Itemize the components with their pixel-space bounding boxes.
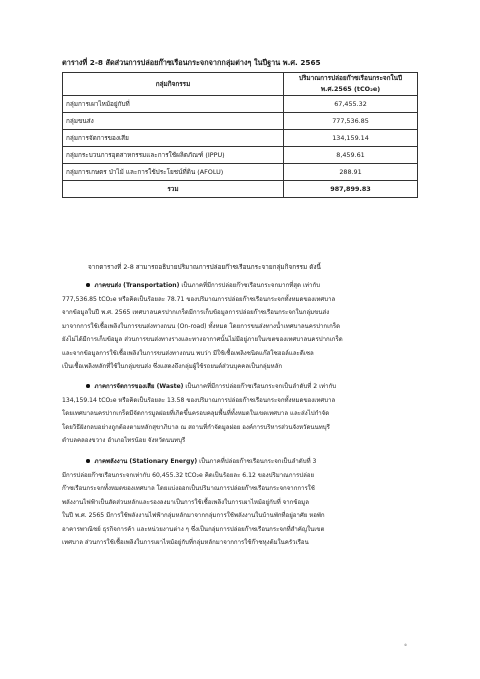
row-value: 288.91 [284, 164, 418, 181]
section-first-line [62, 380, 422, 394]
row-value: 134,159.14 [284, 130, 418, 147]
row-label: กลุ่มการเกษตร ป่าไม้ และการใช้ประโยชน์ที่ดิน (AFOLU) [63, 164, 284, 181]
section-transportation [62, 279, 422, 374]
table-row [63, 147, 418, 164]
paragraph-line: 777,536.85 tCO₂e หรือคิดเป็นร้อยละ 78.71 ของปริมาณการปล่อยก๊าซเรือนกระจกทั้งหมดของเทศบาล [62, 295, 336, 303]
paragraph-line: ก๊าซเรือนกระจกทั้งหมดของเทศบาล โดยแบ่งออกเป็นปริมาณการปล่อยก๊าซเรือนกระจกจากการใช้ [62, 485, 315, 492]
paragraph-line: พลังงานไฟฟ้าเป็นสัดส่วนหลักและรองลงมาเป็นการใช้เชื้อเพลิงในการเผาไหม้อยู่กับที่ จากข้อมูล [62, 498, 309, 506]
paragraph-line: อาคารพาณิชย์ ธุรกิจการค้า และหน่วยงานต่าง ๆ ซึ่งเป็นกลุ่มการปล่อยก๊าซเรือนกระจกที่สำคัญในเขต [62, 525, 325, 533]
section-waste [62, 380, 422, 448]
paragraph-line: ยังไม่ได้มีการเก็บข้อมูล ส่วนการขนส่งทางรางและทางอากาศนั้นไม่มีอยู่ภายในเขตของเทศบาลนครปากเกร็ด [62, 336, 343, 343]
page-number: ๑ [404, 642, 408, 648]
table-row [63, 130, 418, 147]
paragraph-line: จากข้อมูลในปี พ.ศ. 2565 เทศบาลนครปากเกร็ดมีการเก็บข้อมูลการปล่อยก๊าซเรือนกระจกในกลุ่มขนส่ง [62, 309, 330, 316]
paragraph-line: เป็นภาคที่มีการปล่อยก๊าซเรือนกระจกมากที่สุด เท่ากับ [181, 282, 321, 289]
paragraph-line: เทศบาล ส่วนการใช้เชื้อเพลิงในการเผาไหม้อยู่กับที่กลุ่มหลักมาจากการใช้ก๊าซหุงต้มในครัวเรือน [62, 539, 309, 546]
paragraph-line: มีการปล่อยก๊าซเรือนกระจกเท่ากับ 60,455.32 tCO₂e คิดเป็นร้อยละ 6.12 ของปริมาณการปล่อย [62, 471, 315, 479]
row-value: 67,455.32 [284, 96, 418, 113]
paragraph-line: 134,159.14 tCO₂e หรือคิดเป็นร้อยละ 13.58 ของปริมาณการปล่อยก๊าซเรือนกระจกทั้งหมดของเทศบาล [62, 396, 336, 404]
header-emissions [284, 73, 418, 96]
paragraph-line: เป็นภาคที่ปล่อยก๊าซเรือนกระจกเป็นลำดับที่ 3 [199, 458, 317, 465]
table-row [63, 164, 418, 181]
row-label: กลุ่มกระบวนการอุตสาหกรรมและการใช้ผลิตภัณฑ์ (IPPU) [63, 147, 284, 164]
row-label: กลุ่มการเผาไหม้อยู่กับที่ [63, 96, 284, 113]
bullet-icon [86, 384, 90, 388]
header-emissions-line2: พ.ศ.2565 (tCO₂e) [320, 85, 381, 93]
row-value: 777,536.85 [284, 113, 418, 130]
intro-text: จากตารางที่ 2-8 สามารถอธิบายปริมาณการปล่อยก๊าซเรือนกระจายกลุ่มกิจกรรม ดังนี้ [88, 263, 321, 271]
header-activity-group: กลุ่มกิจกรรม [63, 73, 284, 96]
section-first-line [62, 455, 422, 469]
section-stationary-energy [62, 455, 422, 550]
bullet-icon [86, 283, 90, 287]
paragraph-line: โดยวิธีฝังกลบอย่างถูกต้องตามหลักสุขาภิบาล ณ สถานที่กำจัดมูลฝอย องค์การบริหารส่วนจังหวัดนนทบุรี [62, 423, 330, 431]
paragraph-line: เป็นภาคที่มีการปล่อยก๊าซเรือนกระจกเป็นลำดับที่ 2 เท่ากับ [185, 383, 337, 390]
table-row [63, 113, 418, 130]
section-heading: ภาคการจัดการของเสีย (Waste) [94, 383, 184, 390]
paragraph-line: เป็นเชื้อเพลิงหลักที่ใช้ในกลุ่มขนส่ง ซึ่งแสดงถึงกลุ่มผู้ใช้รถยนต์ส่วนบุคคลเป็นกลุ่มหลัก [62, 363, 283, 370]
section-first-line [62, 279, 422, 293]
row-label: กลุ่มขนส่ง [63, 113, 284, 130]
table-total-row [63, 181, 418, 198]
row-label: กลุ่มการจัดการของเสีย [63, 130, 284, 147]
table-caption: ตารางที่ 2-8 สัดส่วนการปล่อยก๊าซเรือนกระจกจากกลุ่มต่างๆ ในปีฐาน พ.ศ. 2565 [62, 58, 321, 67]
table-header-row [63, 73, 418, 96]
paragraph-line: และจากข้อมูลการใช้เชื้อเพลิงในการขนส่งทางถนน พบว่า มีใช้เชื้อเพลิงชนิดแก๊สโซฮอล์และดีเซล [62, 349, 314, 357]
bullet-icon [86, 459, 90, 463]
table-row [63, 96, 418, 113]
section-heading: ภาคพลังงาน (Stationary Energy) [94, 458, 198, 465]
emissions-table [62, 72, 418, 198]
total-label: รวม [63, 181, 284, 198]
paragraph-line: ในปี พ.ศ. 2565 มีการใช้พลังงานไฟฟ้ากลุ่มหลักมาจากกลุ่มการใช้พลังงานในบ้านพักที่อยู่อาศัย หอพัก [62, 512, 325, 519]
paragraph-line: มาจากการใช้เชื้อเพลิงในการขนส่งทางถนน (On-road) ทั้งหมด โดยการขนส่งทางน้ำเทศบาลนครปากเกร็ด [62, 322, 341, 330]
header-emissions-line1: ปริมาณการปล่อยก๊าซเรือนกระจกในปี [298, 74, 403, 82]
section-heading: ภาคขนส่ง (Transportation) [94, 282, 180, 289]
total-value: 987,899.83 [284, 181, 418, 198]
row-value: 8,459.61 [284, 147, 418, 164]
paragraph-line: ตำบลคลองขวาง อำเภอไทรน้อย จังหวัดนนทบุรี [62, 437, 186, 444]
paragraph-line: โดยเทศบาลนครปากเกร็ดมีจัดการมูลฝอยที่เกิดขึ้นครอบคลุมพื้นที่ทั้งหมดในเขตเทศบาล และส่งไปกำจัด [62, 410, 330, 417]
